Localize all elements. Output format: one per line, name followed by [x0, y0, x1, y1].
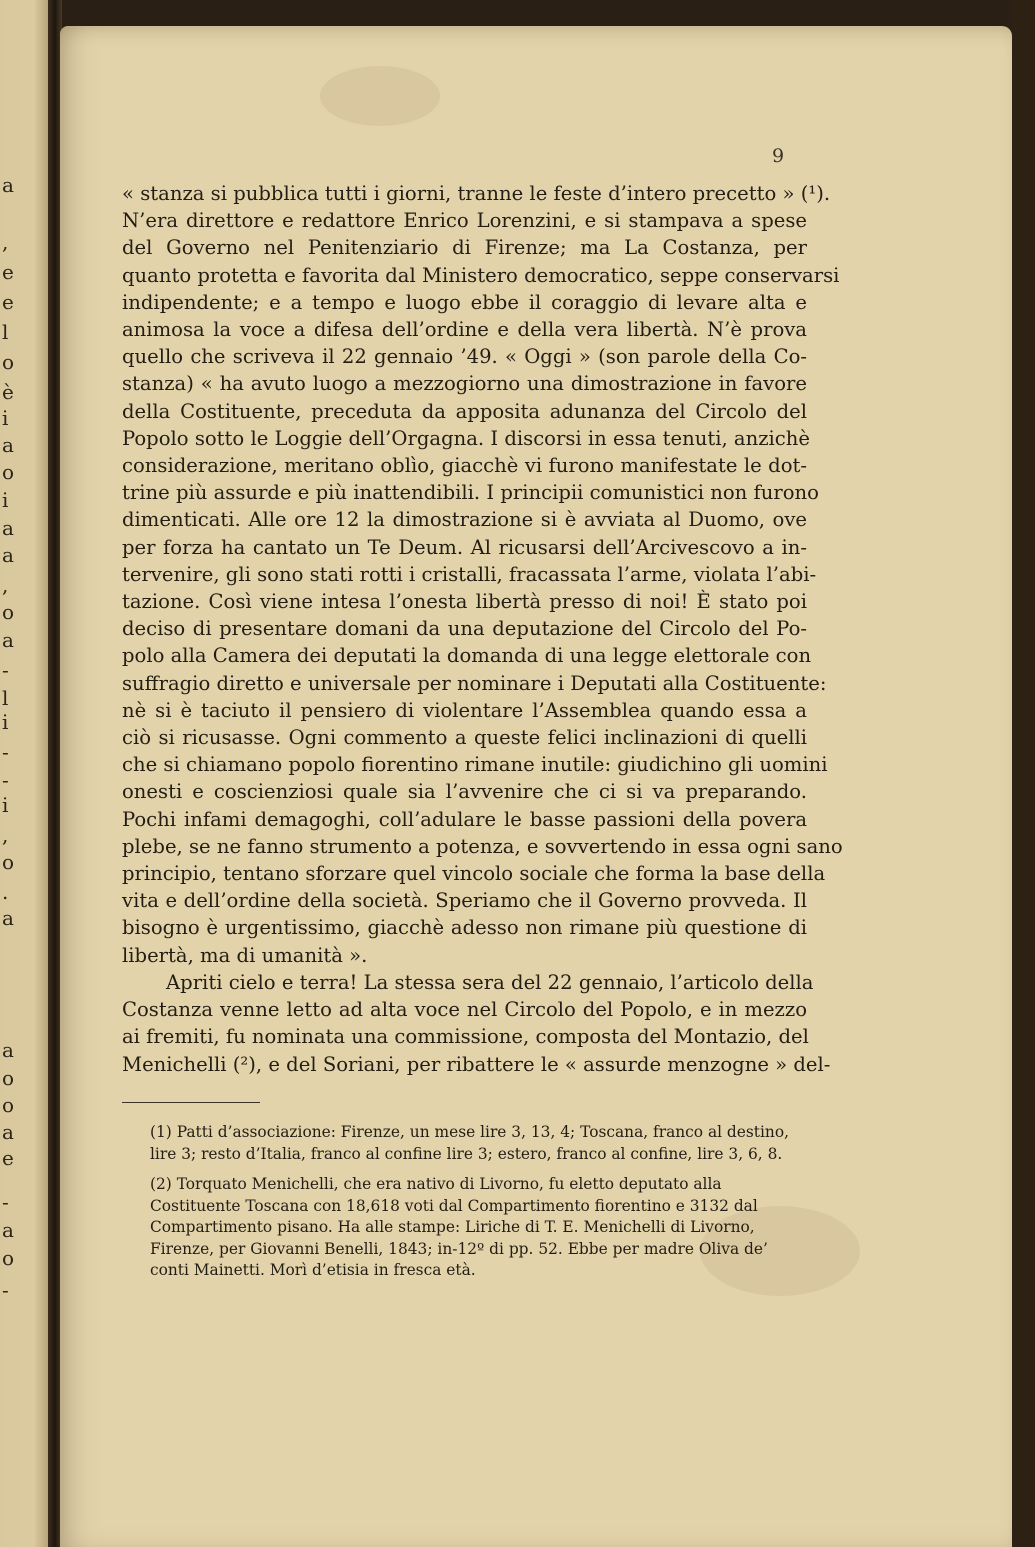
- facing-page-margin-char: a: [2, 516, 14, 540]
- facing-page-margin-char: .: [2, 880, 9, 904]
- main-text-block: [122, 180, 843, 1078]
- facing-page-margin-char: o: [2, 1066, 15, 1090]
- text-line: vita e dell’ordine della società. Speriamo che il Governo provveda. Il: [122, 889, 807, 913]
- facing-page-margin-char: -: [2, 768, 9, 792]
- facing-page-margin-char: l: [2, 686, 9, 710]
- facing-page-margin-char: a: [2, 433, 14, 457]
- dark-background-edge: [1012, 0, 1035, 1547]
- page-number: 9: [772, 145, 785, 167]
- facing-page-margin-char: i: [2, 406, 9, 430]
- facing-page-margin-char: a: [2, 173, 14, 197]
- text-line: animosa la voce a difesa dell’ordine e della vera libertà. N’è prova: [122, 318, 807, 342]
- text-line: ai fremiti, fu nominata una commissione, composta del Montazio, del: [122, 1025, 809, 1049]
- text-line: considerazione, meritano oblìo, giacchè vi furono manifestate le dot-: [122, 454, 807, 478]
- text-line: stanza) « ha avuto luogo a mezzogiorno una dimostrazione in favore: [122, 372, 807, 396]
- text-line: del Governo nel Penitenziario di Firenze; ma La Costanza, per: [122, 236, 807, 260]
- text-line: plebe, se ne fanno strumento a potenza, e sovvertendo in essa ogni sano: [122, 834, 843, 858]
- text-line: per forza ha cantato un Te Deum. Al ricusarsi dell’Arcivescovo a in-: [122, 535, 807, 559]
- text-line: deciso di presentare domani da una deputazione del Circolo del Po-: [122, 617, 807, 641]
- footnote-separator: [122, 1102, 260, 1103]
- footnote-1: (1) Patti d’associazione: Firenze, un mese lire 3, 13, 4; Toscana, franco al destino, lire 3; resto d’Italia, franco al confine lire 3; estero, franco al confine, lire 3, 6, 8.: [150, 1123, 789, 1163]
- facing-page-margin-char: -: [2, 1190, 9, 1214]
- facing-page-margin-char: a: [2, 1120, 14, 1144]
- text-line: principio, tentano sforzare quel vincolo sociale che forma la base della: [122, 862, 826, 886]
- text-line: Costanza venne letto ad alta voce nel Circolo del Popolo, e in mezzo: [122, 998, 807, 1022]
- facing-page-margin-char: ,: [2, 230, 9, 254]
- text-line: Popolo sotto le Loggie dell’Orgagna. I discorsi in essa tenuti, anzichè: [122, 426, 811, 450]
- text-line: Apriti cielo e terra! La stessa sera del 22 gennaio, l’articolo della: [166, 970, 814, 994]
- text-line: suffragio diretto e universale per nominare i Deputati alla Costituente:: [122, 671, 827, 695]
- text-line: polo alla Camera dei deputati la domanda di una legge elettorale con: [122, 644, 812, 668]
- facing-page-margin-char: a: [2, 1218, 14, 1242]
- facing-page-margin-char: o: [2, 1246, 15, 1270]
- facing-page-margin-char: o: [2, 1093, 15, 1117]
- footnote-2: (2) Torquato Menichelli, che era nativo di Livorno, fu eletto deputato alla Costituente Toscana con 18,618 voti dal Compartimento fiorentino e 3132 dal Compartimento pisano. Ha alle stampe: Liriche di T. E. Menichelli di Livorno, Firenze, per Giovanni Benelli, 1843; in-12º di pp. 52. Ebbe per madre Oliva de’ conti Mainetti. Morì d’etisia in fresca età.: [150, 1175, 768, 1279]
- text-line: trine più assurde e più inattendibili. I principii comunistici non furono: [122, 481, 819, 505]
- paper-stain: [320, 66, 440, 126]
- text-line: Pochi infami demagoghi, coll’adulare le basse passioni della povera: [122, 807, 807, 831]
- facing-page-margin-char: a: [2, 628, 14, 652]
- facing-page-margin-char: i: [2, 488, 9, 512]
- facing-page-margin-char: a: [2, 543, 14, 567]
- facing-page-margin-char: è: [2, 380, 14, 404]
- facing-page-margin-char: -: [2, 658, 9, 682]
- facing-page-margin-char: o: [2, 600, 15, 624]
- text-line: quello che scriveva il 22 gennaio ’49. « Oggi » (son parole della Co-: [122, 345, 807, 369]
- facing-page-margin-char: e: [2, 290, 14, 314]
- facing-page-margin-char: o: [2, 460, 15, 484]
- facing-page-margin-char: l: [2, 320, 9, 344]
- facing-page-margin-char: e: [2, 260, 14, 284]
- footnotes-block: [118, 1122, 794, 1291]
- text-line: tazione. Così viene intesa l’onesta libertà presso di noi! È stato poi: [122, 590, 807, 614]
- facing-page-margin-char: e: [2, 1146, 14, 1170]
- text-line: tervenire, gli sono stati rotti i cristalli, fracassata l’arme, violata l’abi-: [122, 562, 817, 586]
- facing-page-margin-char: o: [2, 350, 15, 374]
- text-line: che si chiamano popolo fiorentino rimane inutile: giudichino gli uomini: [122, 753, 828, 777]
- text-line: libertà, ma di umanità ».: [122, 943, 368, 967]
- text-line: nè si è taciuto il pensiero di violentare l’Assemblea quando essa a: [122, 698, 807, 722]
- facing-page-margin-char: ,: [2, 573, 9, 597]
- text-line: onesti e coscienziosi quale sia l’avvenire che ci si va preparando.: [122, 780, 807, 804]
- text-line: dimenticati. Alle ore 12 la dimostrazione si è avviata al Duomo, ove: [122, 508, 807, 532]
- text-line: della Costituente, preceduta da apposita adunanza del Circolo del: [122, 399, 807, 423]
- text-line: indipendente; e a tempo e luogo ebbe il coraggio di levare alta e: [122, 290, 807, 314]
- text-line: « stanza si pubblica tutti i giorni, tranne le feste d’intero precetto » (¹).: [122, 182, 831, 205]
- facing-page-margin-char: o: [2, 850, 15, 874]
- facing-page-margin-char: a: [2, 1038, 14, 1062]
- facing-page-margin-char: -: [2, 740, 9, 764]
- text-line: N’era direttore e redattore Enrico Lorenzini, e si stampava a spese: [122, 209, 807, 233]
- facing-page-margin-char: a: [2, 906, 14, 930]
- facing-page-margin-char: i: [2, 793, 9, 817]
- facing-page-margin-char: i: [2, 710, 9, 734]
- text-line: quanto protetta e favorita dal Ministero democratico, seppe conservarsi: [122, 263, 840, 287]
- text-line: Menichelli (²), e del Soriani, per ribattere le « assurde menzogne » del-: [122, 1052, 831, 1076]
- facing-page-margin-char: -: [2, 1278, 9, 1302]
- facing-page-margin-char: ,: [2, 823, 9, 847]
- text-line: bisogno è urgentissimo, giacchè adesso non rimane più questione di: [122, 916, 807, 940]
- text-line: ciò si ricusasse. Ogni commento a queste felici inclinazioni di quelli: [122, 726, 807, 750]
